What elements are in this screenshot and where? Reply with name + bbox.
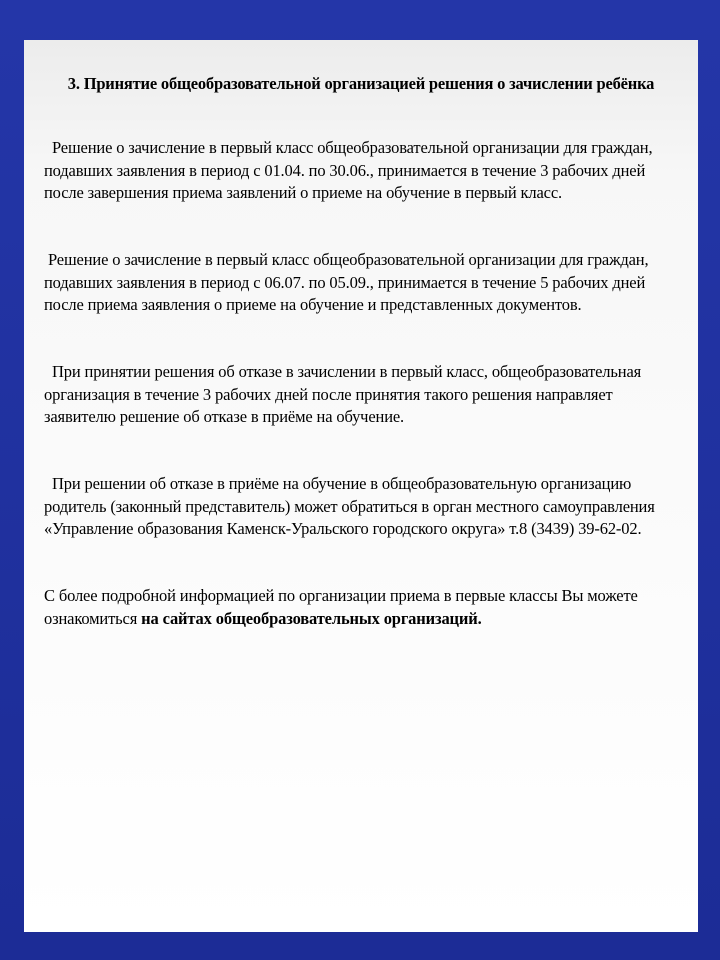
document-title: 3. Принятие общеобразовательной организацией решения о зачислении ребёнка bbox=[67, 74, 655, 93]
document-sheet bbox=[24, 40, 698, 932]
paragraph-appeal-contact: При решении об отказе в приёме на обучение в общеобразовательную организацию родитель (законный представитель) может обратиться в орган местного самоуправления «Управление образования Каменск-Уральского городского округа» т.8 (3439) 39-62-02. bbox=[44, 474, 655, 538]
more-info-text: С более подробной информацией по организации приема в первые классы Вы можете ознакомиться bbox=[44, 586, 638, 628]
paragraph-enrollment-first-period: Решение о зачисление в первый класс общеобразовательной организации для граждан, подавших заявления в период с 01.04. по 30.06., принимается в течение 3 рабочих дней после завершения приема заявлений о приеме на обучение в первый класс. bbox=[44, 138, 653, 202]
more-info-bold-text: на сайтах общеобразовательных организаций. bbox=[141, 608, 482, 628]
paragraph-more-info bbox=[44, 585, 684, 630]
paragraph-enrollment-second-period: Решение о зачисление в первый класс общеобразовательной организации для граждан, подавших заявления в период с 06.07. по 05.09., принимается в течение 5 рабочих дней после приема заявления о приеме на обучение и представленных документов. bbox=[44, 250, 649, 314]
paragraph-refusal-notice: При принятии решения об отказе в зачислении в первый класс, общеобразовательная организация в течение 3 рабочих дней после принятия такого решения направляет заявителю решение об отказе в приёме на обучение. bbox=[44, 362, 642, 426]
